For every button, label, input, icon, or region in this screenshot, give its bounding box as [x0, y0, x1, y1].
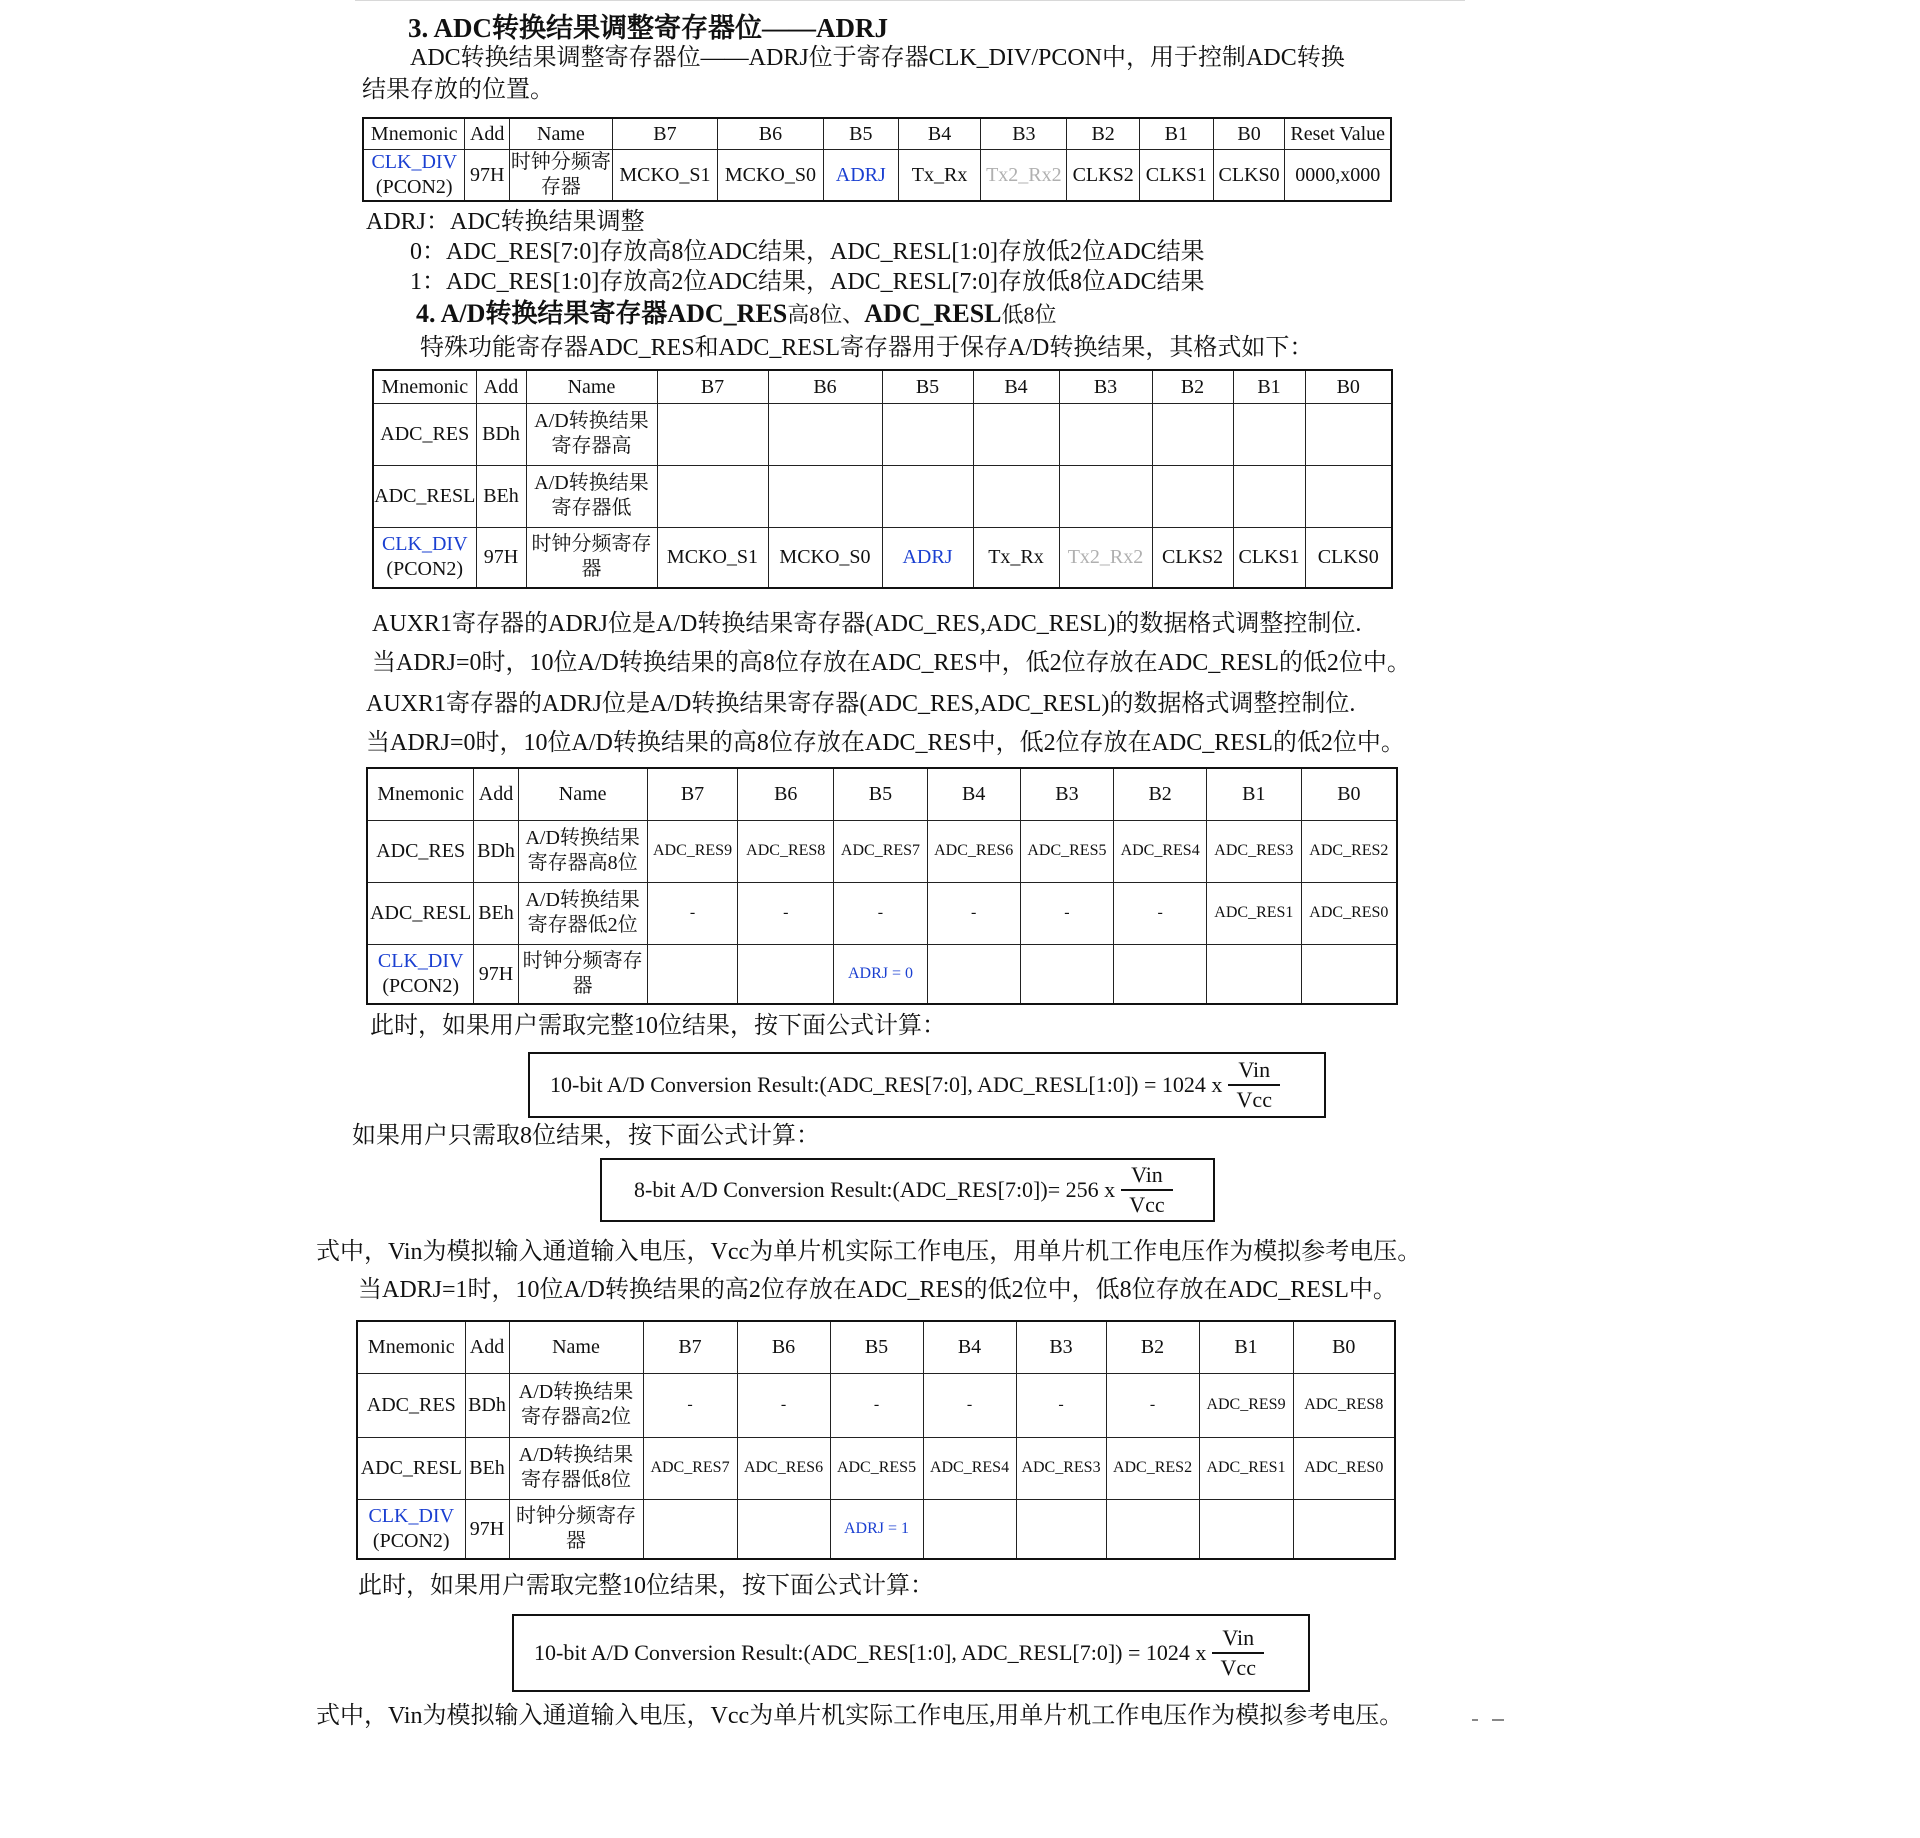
mnemonic-cell: ADC_RES: [357, 1373, 465, 1437]
adrj-title: ADRJ：ADC转换结果调整: [366, 209, 645, 235]
header-cell: Mnemonic: [363, 118, 465, 149]
bit-cell: [1233, 403, 1305, 465]
header-cell: B2: [1114, 768, 1207, 820]
section4-heading-end: 低8位: [1001, 302, 1057, 327]
adrj-bit-cell[interactable]: ADRJ: [823, 149, 898, 201]
address-cell: 97H: [465, 1499, 509, 1559]
section3-heading: 3. ADC转换结果调整寄存器位——ADRJ: [408, 13, 889, 43]
header-cell: B6: [737, 1321, 830, 1373]
bit-cell: ADC_RES8: [1293, 1373, 1395, 1437]
bit-cell: -: [1020, 882, 1114, 944]
header-cell: Mnemonic: [373, 370, 476, 403]
header-cell: Mnemonic: [357, 1321, 465, 1373]
only8-text: 如果用户只需取8位结果，按下面公式计算：: [352, 1123, 820, 1149]
fraction-denominator: Vcc: [1129, 1192, 1165, 1217]
header-cell: Add: [465, 118, 509, 149]
adrj-bit-cell[interactable]: ADRJ = 0: [834, 944, 928, 1004]
header-cell: B2: [1106, 1321, 1199, 1373]
disabled-bit-cell: Tx2_Rx2: [1059, 527, 1152, 588]
header-cell: B7: [643, 1321, 737, 1373]
bit-cell: [1233, 465, 1305, 527]
section4-heading-bold: 4. A/D转换结果寄存器ADC_RES: [416, 299, 788, 328]
formula-text: 10-bit A/D Conversion Result:(ADC_RES[7:0], ADC_RESL[1:0]) = 1024 x: [550, 1072, 1223, 1097]
bit-cell: Tx_Rx: [973, 527, 1059, 588]
formula-8bit: [600, 1158, 1215, 1222]
mnemonic-alias: (PCON2): [382, 974, 459, 997]
name-cell: A/D转换结果寄存器低: [526, 465, 657, 527]
adrj1-intro: 当ADRJ=1时，10位A/D转换结果的高2位存放在ADC_RES的低2位中，低8位存放在ADC_RESL中。: [358, 1277, 1397, 1303]
top-rule: [355, 0, 1465, 1]
mnemonic-cell: [357, 1499, 465, 1559]
bit-cell: [1305, 465, 1392, 527]
header-cell: B6: [717, 118, 823, 149]
address-cell: BEh: [474, 882, 518, 944]
table-row: [367, 944, 1397, 1004]
bit-cell: -: [1114, 882, 1207, 944]
name-cell: A/D转换结果寄存器低8位: [509, 1437, 643, 1499]
formula-10bit-adrj1: [512, 1614, 1310, 1692]
table-header-row: [363, 118, 1391, 149]
bit-cell: [1106, 1499, 1199, 1559]
table-row: [373, 465, 1392, 527]
name-cell: A/D转换结果寄存器高2位: [509, 1373, 643, 1437]
bit-cell: [657, 465, 768, 527]
table-row: [363, 149, 1391, 201]
clk-div-register-table: [362, 117, 1392, 202]
header-cell: B3: [1059, 370, 1152, 403]
table-header-row: [373, 370, 1392, 403]
bit-cell: -: [834, 882, 928, 944]
bit-cell: -: [647, 882, 738, 944]
bit-cell: MCKO_S0: [717, 149, 823, 201]
fraction-numerator: Vin: [1121, 1161, 1173, 1191]
header-cell: B7: [647, 768, 738, 820]
section4-heading-bold2: ADC_RESL: [864, 299, 1002, 328]
header-cell: B6: [738, 768, 834, 820]
header-cell: B0: [1301, 768, 1397, 820]
bit-cell: Tx_Rx: [898, 149, 981, 201]
bit-cell: [1199, 1499, 1293, 1559]
adrj-bit-cell[interactable]: ADRJ = 1: [830, 1499, 923, 1559]
table-row: [373, 403, 1392, 465]
bit-cell: -: [737, 1373, 830, 1437]
mnemonic-alias: (PCON2): [375, 175, 453, 198]
header-cell: B2: [1067, 118, 1140, 149]
section3-intro-line1: ADC转换结果调整寄存器位——ADRJ位于寄存器CLK_DIV/PCON中，用于控制ADC转换: [410, 45, 1345, 71]
bit-cell: -: [643, 1373, 737, 1437]
table-row: [367, 882, 1397, 944]
bit-cell: [882, 403, 973, 465]
bit-cell: [647, 944, 738, 1004]
mnemonic-cell: ADC_RES: [367, 820, 474, 882]
bit-cell: -: [923, 1373, 1016, 1437]
disabled-bit-cell: Tx2_Rx2: [981, 149, 1067, 201]
header-cell: B0: [1293, 1321, 1395, 1373]
bit-cell: [768, 403, 882, 465]
header-cell: B4: [898, 118, 981, 149]
bit-cell: ADC_RES7: [643, 1437, 737, 1499]
header-cell: B7: [612, 118, 717, 149]
address-cell: 97H: [476, 527, 526, 588]
mnemonic-cell: ADC_RESL: [357, 1437, 465, 1499]
header-cell: Add: [476, 370, 526, 403]
bit-cell: [643, 1499, 737, 1559]
name-cell: A/D转换结果寄存器高8位: [518, 820, 647, 882]
name-cell: 时钟分频寄存器: [509, 1499, 643, 1559]
header-cell: B0: [1305, 370, 1392, 403]
bit-cell: ADC_RES5: [1020, 820, 1114, 882]
header-cell: B6: [768, 370, 882, 403]
header-cell: B4: [927, 768, 1020, 820]
bit-cell: [768, 465, 882, 527]
name-cell: 时钟分频寄存器: [518, 944, 647, 1004]
bit-cell: MCKO_S0: [768, 527, 882, 588]
header-cell: Add: [465, 1321, 509, 1373]
clk-div-link[interactable]: CLK_DIV: [381, 533, 468, 556]
bit-cell: ADC_RES1: [1206, 882, 1301, 944]
bit-cell: ADC_RES2: [1106, 1437, 1199, 1499]
bit-cell: [882, 465, 973, 527]
bit-cell: CLKS0: [1213, 149, 1285, 201]
bit-cell: [1020, 944, 1114, 1004]
table-row: [367, 820, 1397, 882]
table-header-row: [367, 768, 1397, 820]
fraction-numerator: Vin: [1228, 1056, 1280, 1086]
bit-cell: -: [927, 882, 1020, 944]
reset-value-cell: 0000,x000: [1285, 149, 1391, 201]
auxr1-paragraph-2: AUXR1寄存器的ADRJ位是A/D转换结果寄存器(ADC_RES,ADC_RESL)的数据格式调整控制位.: [366, 691, 1356, 717]
bit-cell: [737, 1499, 830, 1559]
bit-cell: [738, 944, 834, 1004]
header-cell: B1: [1199, 1321, 1293, 1373]
bit-cell: [1016, 1499, 1106, 1559]
formula-10bit-adrj0: [528, 1052, 1326, 1118]
header-cell: Add: [474, 768, 518, 820]
section4-heading-mid: 高8位、: [787, 302, 865, 327]
fraction: [1212, 1624, 1264, 1682]
name-cell: A/D转换结果寄存器高: [526, 403, 657, 465]
header-cell: Name: [509, 1321, 643, 1373]
bit-cell: [1152, 403, 1233, 465]
bit-cell: [1305, 403, 1392, 465]
section4-intro: 特殊功能寄存器ADC_RES和ADC_RESL寄存器用于保存A/D转换结果，其格式如下：: [420, 335, 1314, 361]
bit-cell: MCKO_S1: [657, 527, 768, 588]
bit-cell: ADC_RES4: [1114, 820, 1207, 882]
address-cell: BDh: [474, 820, 518, 882]
stray-mark: [1472, 1719, 1478, 1721]
mnemonic-cell: ADC_RES: [373, 403, 476, 465]
bit-cell: ADC_RES6: [737, 1437, 830, 1499]
bit-cell: CLKS1: [1233, 527, 1305, 588]
bit-cell: [1206, 944, 1301, 1004]
bit-cell: [923, 1499, 1016, 1559]
header-cell: Name: [509, 118, 612, 149]
bit-cell: CLKS2: [1152, 527, 1233, 588]
address-cell: 97H: [474, 944, 518, 1004]
header-cell: Reset Value: [1285, 118, 1391, 149]
address-cell: BEh: [465, 1437, 509, 1499]
header-cell: B5: [834, 768, 928, 820]
fraction: [1121, 1161, 1173, 1219]
table-row: [357, 1437, 1395, 1499]
bit-cell: ADC_RES4: [923, 1437, 1016, 1499]
bit-cell: ADC_RES0: [1301, 882, 1397, 944]
fraction: [1228, 1056, 1280, 1114]
bit-cell: ADC_RES3: [1206, 820, 1301, 882]
mnemonic-alias: (PCON2): [386, 558, 464, 581]
bit-cell: [1059, 403, 1152, 465]
header-cell: B5: [830, 1321, 923, 1373]
name-cell: 时钟分频寄存器: [509, 149, 612, 201]
bit-cell: ADC_RES6: [927, 820, 1020, 882]
bit-cell: MCKO_S1: [612, 149, 717, 201]
bit-cell: CLKS2: [1067, 149, 1140, 201]
bit-cell: [1059, 465, 1152, 527]
header-cell: B2: [1152, 370, 1233, 403]
bit-cell: ADC_RES9: [1199, 1373, 1293, 1437]
bit-cell: ADC_RES9: [647, 820, 738, 882]
clk-div-link[interactable]: CLK_DIV: [368, 1504, 455, 1527]
bit-cell: ADC_RES8: [738, 820, 834, 882]
adrj-option-0: 0：ADC_RES[7:0]存放高8位ADC结果，ADC_RESL[1:0]存放低2位ADC结果: [410, 239, 1205, 265]
header-cell: B1: [1233, 370, 1305, 403]
adrj0-register-table: [366, 767, 1398, 1005]
header-cell: B5: [882, 370, 973, 403]
formula-text: 10-bit A/D Conversion Result:(ADC_RES[1:0], ADC_RESL[7:0]) = 1024 x: [534, 1640, 1207, 1665]
bit-cell: [1301, 944, 1397, 1004]
bit-cell: [1114, 944, 1207, 1004]
name-cell: A/D转换结果寄存器低2位: [518, 882, 647, 944]
section4-heading: [416, 298, 1057, 331]
auxr1-paragraph-1: AUXR1寄存器的ADRJ位是A/D转换结果寄存器(ADC_RES,ADC_RESL)的数据格式调整控制位.: [372, 611, 1362, 637]
stray-mark: [1492, 1719, 1504, 1721]
address-cell: BEh: [476, 465, 526, 527]
bit-cell: [1152, 465, 1233, 527]
fraction-numerator: Vin: [1212, 1624, 1264, 1654]
bit-cell: -: [830, 1373, 923, 1437]
clk-div-link[interactable]: CLK_DIV: [377, 949, 464, 972]
bit-cell: ADC_RES1: [1199, 1437, 1293, 1499]
adrj0-paragraph-1: 当ADRJ=0时，10位A/D转换结果的高8位存放在ADC_RES中，低2位存放在ADC_RESL的低2位中。: [372, 650, 1411, 676]
vin-vcc-note: 式中，Vin为模拟输入通道输入电压，Vcc为单片机实际工作电压，用单片机工作电压作为模拟参考电压。: [316, 1239, 1422, 1265]
header-cell: B7: [657, 370, 768, 403]
bit-cell: [973, 465, 1059, 527]
adrj0-paragraph-2: 当ADRJ=0时，10位A/D转换结果的高8位存放在ADC_RES中，低2位存放在ADC_RESL的低2位中。: [366, 730, 1405, 756]
mnemonic-cell: ADC_RESL: [367, 882, 474, 944]
bit-cell: CLKS0: [1305, 527, 1392, 588]
name-cell: 时钟分频寄存器: [526, 527, 657, 588]
adrj-bit-cell[interactable]: ADRJ: [882, 527, 973, 588]
adrj-option-1: 1：ADC_RES[1:0]存放高2位ADC结果，ADC_RESL[7:0]存放低8位ADC结果: [410, 269, 1205, 295]
header-cell: Name: [526, 370, 657, 403]
table-row: [357, 1499, 1395, 1559]
bit-cell: ADC_RES0: [1293, 1437, 1395, 1499]
address-cell: BDh: [476, 403, 526, 465]
bit-cell: ADC_RES5: [830, 1437, 923, 1499]
address-cell: 97H: [465, 149, 509, 201]
header-cell: B4: [973, 370, 1059, 403]
header-cell: B0: [1213, 118, 1285, 149]
bit-cell: -: [1106, 1373, 1199, 1437]
header-cell: Name: [518, 768, 647, 820]
mnemonic-cell: ADC_RESL: [373, 465, 476, 527]
header-cell: B4: [923, 1321, 1016, 1373]
header-cell: B1: [1140, 118, 1214, 149]
bit-cell: [973, 403, 1059, 465]
result-register-table: [372, 369, 1393, 589]
bit-cell: [657, 403, 768, 465]
section3-intro-line2: 结果存放的位置。: [362, 77, 554, 103]
bit-cell: CLKS1: [1140, 149, 1214, 201]
bit-cell: ADC_RES2: [1301, 820, 1397, 882]
header-cell: B3: [1016, 1321, 1106, 1373]
mnemonic-alias: (PCON2): [372, 1529, 450, 1552]
bit-cell: -: [738, 882, 834, 944]
clk-div-link[interactable]: CLK_DIV: [371, 150, 458, 173]
table-header-row: [357, 1321, 1395, 1373]
adrj1-register-table: [356, 1320, 1396, 1560]
header-cell: B1: [1206, 768, 1301, 820]
header-cell: B3: [1020, 768, 1114, 820]
header-cell: B3: [981, 118, 1067, 149]
bit-cell: ADC_RES7: [834, 820, 928, 882]
table-row: [373, 527, 1392, 588]
fraction-denominator: Vcc: [1236, 1087, 1272, 1112]
bit-cell: [1293, 1499, 1395, 1559]
header-cell: Mnemonic: [367, 768, 474, 820]
fraction-denominator: Vcc: [1220, 1655, 1256, 1680]
header-cell: B5: [823, 118, 898, 149]
vin-vcc-note-2: 式中，Vin为模拟输入通道输入电压，Vcc为单片机实际工作电压,用单片机工作电压作为模拟参考电压。: [316, 1703, 1404, 1729]
bit-cell: ADC_RES3: [1016, 1437, 1106, 1499]
mnemonic-cell: [363, 149, 465, 201]
address-cell: BDh: [465, 1373, 509, 1437]
bit-cell: -: [1016, 1373, 1106, 1437]
adrj0-after-text: 此时，如果用户需取完整10位结果，按下面公式计算：: [370, 1013, 946, 1039]
table-row: [357, 1373, 1395, 1437]
bit-cell: [927, 944, 1020, 1004]
formula-text: 8-bit A/D Conversion Result:(ADC_RES[7:0])= 256 x: [634, 1177, 1116, 1202]
mnemonic-cell: [367, 944, 474, 1004]
mnemonic-cell: [373, 527, 476, 588]
adrj1-after-text: 此时，如果用户需取完整10位结果，按下面公式计算：: [358, 1573, 934, 1599]
